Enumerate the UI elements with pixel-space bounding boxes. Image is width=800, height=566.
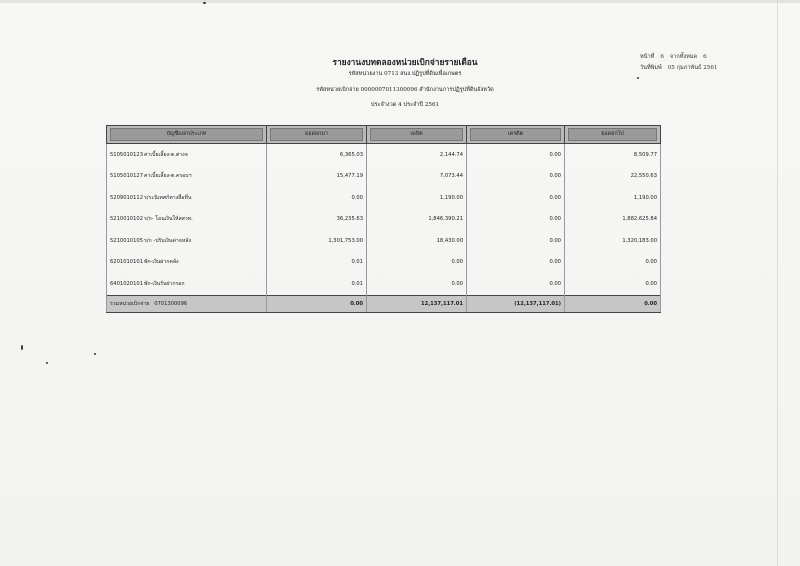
col-header-closing: ยอดยกไป — [565, 126, 661, 144]
account-name: ร/ก -ปรับเงินค่าจหลัง — [144, 237, 191, 244]
scan-speck — [21, 345, 23, 350]
account-name: ค่าเบี้ยเลี้ยง-ต.ครอบฯ — [144, 173, 192, 180]
col-header-account: บัญชีแยกประเภท — [107, 126, 267, 144]
total-credit: (12,137,117.01) — [467, 295, 565, 312]
scan-edge — [0, 0, 800, 3]
opening-balance: 15,477.19 — [267, 166, 367, 188]
page-label: หน้าที่ — [640, 54, 655, 60]
debit-amount: 2,144.74 — [367, 144, 467, 166]
debit-amount: 1,190.00 — [367, 187, 467, 209]
total-opening: 0.00 — [267, 295, 367, 312]
account-name: ค่าเบี้ยเลี้ยง-ต.ต่างจ — [144, 151, 188, 158]
credit-amount: 0.00 — [467, 144, 565, 166]
total-unit-code: 0701300096 — [154, 300, 188, 307]
table-row — [107, 230, 661, 252]
closing-balance: 1,190.00 — [565, 187, 661, 209]
disbursing-unit-line: รหัสหน่วยเบิกจ่าย 0000007011300096 สำนักงานการปฏิรูปที่ดินจังหวัด — [316, 87, 494, 93]
scan-speck — [46, 362, 48, 364]
account-code: 5105010123 — [110, 151, 144, 158]
of-label: จากทั้งหมด — [669, 54, 698, 60]
col-header-credit: เครดิต — [467, 126, 565, 144]
total-row — [107, 295, 661, 312]
account-name: ร/ระนิเทศก์ทางสื่อที่น — [144, 194, 192, 201]
credit-amount: 0.00 — [467, 166, 565, 188]
closing-balance: 1,320,183.00 — [565, 230, 661, 252]
table-row — [107, 144, 661, 166]
report-header — [280, 56, 530, 110]
debit-amount: 18,430.00 — [367, 230, 467, 252]
opening-balance: 6,365.03 — [267, 144, 367, 166]
account-name: พัก-เงินฝากคลัง — [144, 259, 179, 266]
closing-balance: 0.00 — [565, 252, 661, 274]
total-closing: 0.00 — [565, 295, 661, 312]
total-label: รวมหน่วยเบิกจ่าย — [110, 300, 150, 307]
credit-amount: 0.00 — [467, 209, 565, 231]
opening-balance: 0.01 — [267, 273, 367, 295]
account-code: 5210010105 — [110, 237, 144, 244]
print-date-label: วันที่พิมพ์ — [640, 65, 662, 71]
period-line: ประจำงวด 4 ประจำปี 2561 — [370, 102, 440, 108]
total-debit: 12,137,117.01 — [367, 295, 467, 312]
table-row — [107, 273, 661, 295]
scan-speck — [203, 2, 206, 4]
table-row — [107, 187, 661, 209]
debit-amount: 1,846,390.21 — [367, 209, 467, 231]
col-header-opening: ยอดยกมา — [267, 126, 367, 144]
opening-balance: 0.01 — [267, 252, 367, 274]
credit-amount: 0.00 — [467, 187, 565, 209]
closing-balance: 8,509.77 — [565, 144, 661, 166]
debit-amount: 0.00 — [367, 252, 467, 274]
account-code: 6201010101 — [110, 259, 144, 266]
table-row — [107, 209, 661, 231]
debit-amount: 0.00 — [367, 273, 467, 295]
account-code: 5209010112 — [110, 194, 144, 201]
opening-balance: 0.00 — [267, 187, 367, 209]
account-code: 5210010102 — [110, 216, 144, 223]
credit-amount: 0.00 — [467, 252, 565, 274]
table-row — [107, 252, 661, 274]
account-code: 5105010127 — [110, 173, 144, 180]
account-name: พัก-เงินรับฝากรอก — [144, 280, 185, 287]
debit-amount: 7,073.44 — [367, 166, 467, 188]
page-number: 6 — [660, 54, 664, 60]
trial-balance-table — [106, 125, 661, 313]
closing-balance: 0.00 — [565, 273, 661, 295]
agency-line: รหัสหน่วยงาน 0713 สนง.ปฏิรูปที่ดินเพื่อเกษตร — [348, 71, 462, 77]
print-date: 05 กุมภาพันธ์ 2561 — [667, 65, 718, 71]
scan-speck — [94, 353, 96, 355]
opening-balance: 1,301,753.00 — [267, 230, 367, 252]
report-title: รายงานงบทดลองหน่วยเบิกจ่ายรายเดือน — [332, 57, 478, 67]
total-pages: 6 — [703, 54, 707, 60]
col-header-debit: เดบิต — [367, 126, 467, 144]
account-name: ร/ก- โอนเงินให้สสวท. — [144, 216, 193, 223]
credit-amount: 0.00 — [467, 230, 565, 252]
page-fold-line — [777, 0, 778, 566]
page-info — [640, 52, 717, 74]
scan-speck — [637, 77, 639, 79]
closing-balance: 1,882,625.84 — [565, 209, 661, 231]
table-header-row — [107, 126, 661, 144]
closing-balance: 22,550.63 — [565, 166, 661, 188]
account-code: 6401020101 — [110, 280, 144, 287]
opening-balance: 36,235.63 — [267, 209, 367, 231]
credit-amount: 0.00 — [467, 273, 565, 295]
table-row — [107, 166, 661, 188]
